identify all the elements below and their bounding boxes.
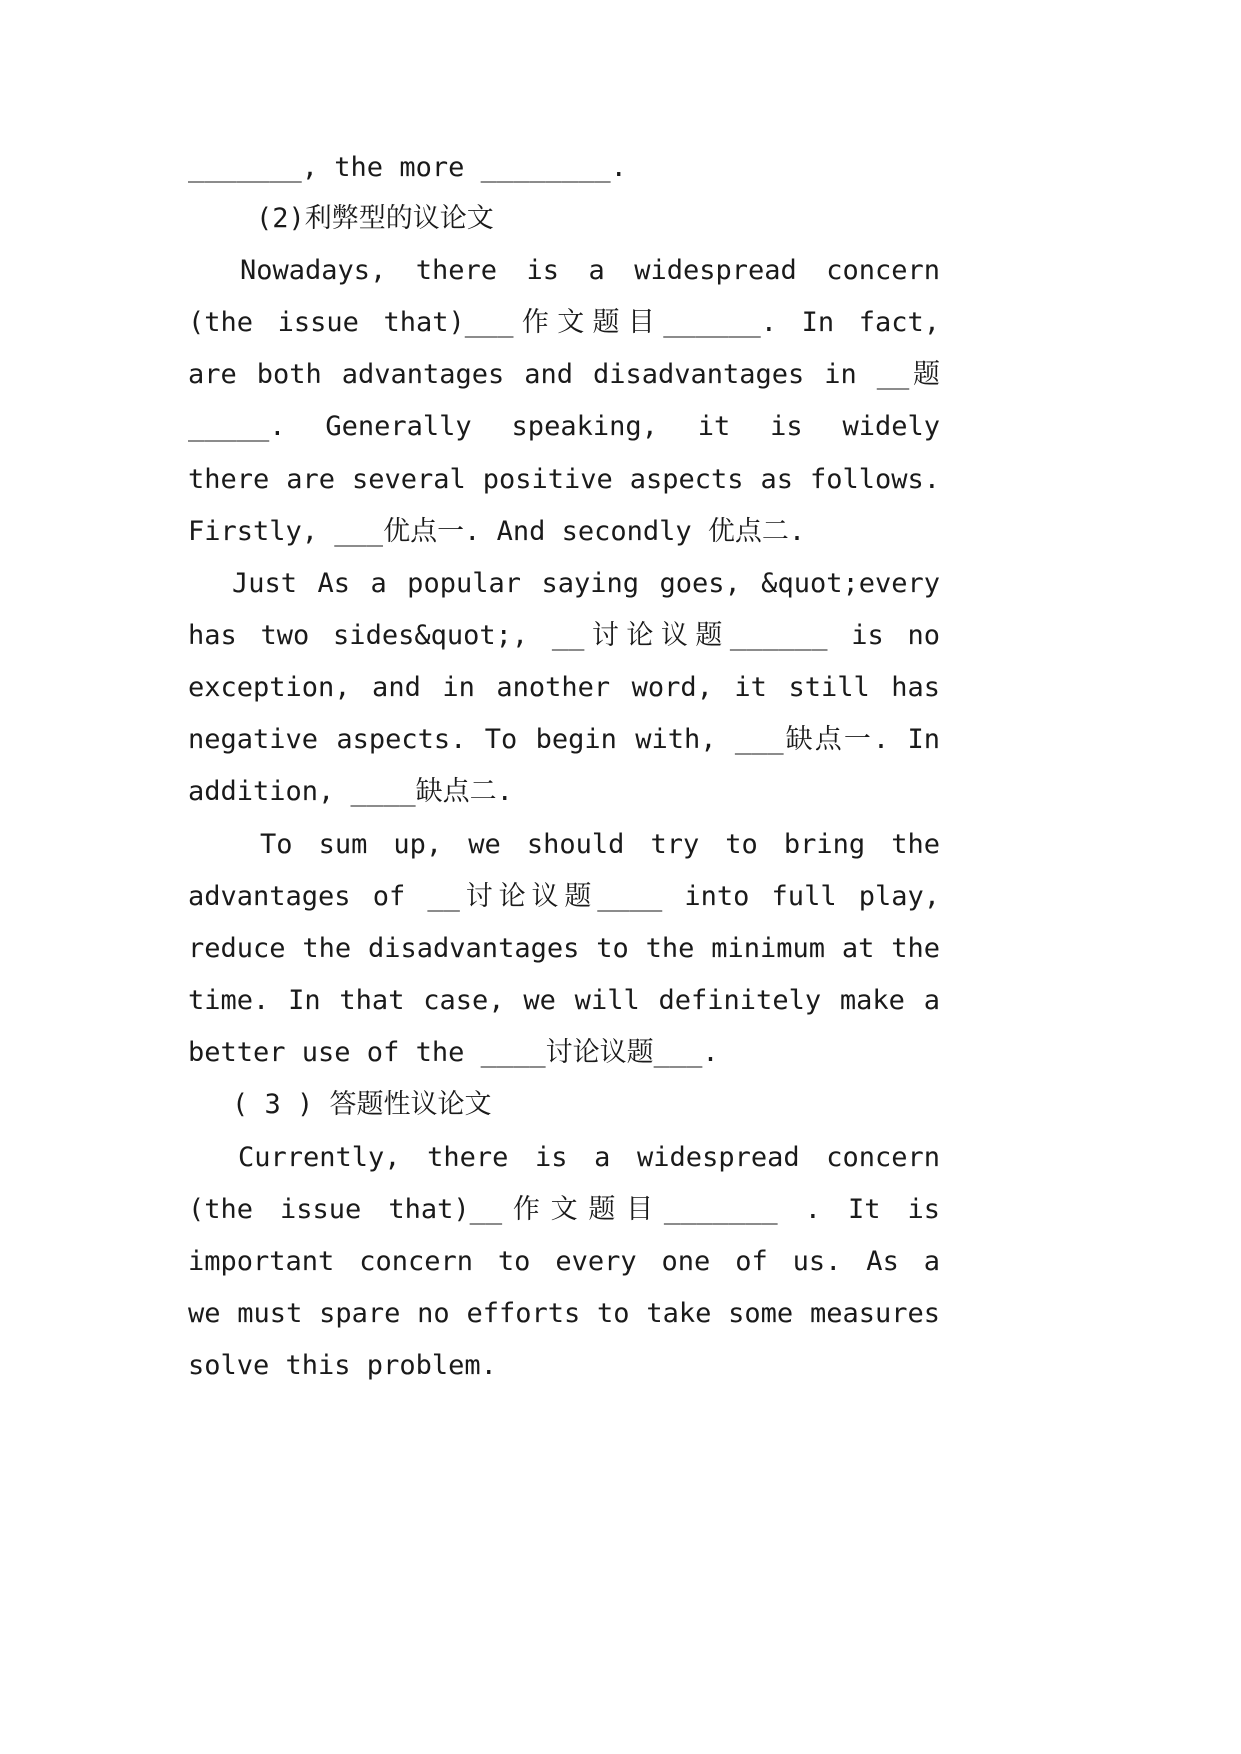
paragraph-line: advantages of __讨论议题____ into full play, xyxy=(188,881,940,912)
section-heading-answer: ( 3 ) 答题性议论文 xyxy=(232,1089,492,1120)
paragraph-line: time. In that case, we will definitely make a xyxy=(188,985,940,1016)
paragraph-line: addition, ____缺点二. xyxy=(188,776,513,807)
text-line: _______, the more ________. xyxy=(188,152,627,183)
paragraph-line: Just As a popular saying goes, &quot;every xyxy=(232,568,940,599)
paragraph-line: important concern to every one of us. As a xyxy=(188,1246,940,1277)
paragraph-line: (the issue that)__作文题目_______ . It is xyxy=(188,1194,940,1225)
paragraph-line: exception, and in another word, it still has xyxy=(188,672,940,703)
paragraph-line: To sum up, we should try to bring the xyxy=(260,829,940,860)
section-heading-pros-cons: (2)利弊型的议论文 xyxy=(256,203,494,234)
paragraph-line: (the issue that)___作文题目______. In fact, xyxy=(188,307,940,338)
paragraph-line: solve this problem. xyxy=(188,1350,497,1381)
paragraph-line: _____. Generally speaking, it is widely xyxy=(188,411,940,442)
paragraph-line: are both advantages and disadvantages in __题 xyxy=(188,359,940,390)
paragraph-line: there are several positive aspects as follows. xyxy=(188,464,940,495)
paragraph-line: better use of the ____讨论议题___. xyxy=(188,1037,719,1068)
paragraph-line: Firstly, ___优点一. And secondly 优点二. xyxy=(188,516,806,547)
paragraph-line: Currently, there is a widespread concern xyxy=(238,1142,940,1173)
paragraph-line: has two sides&quot;, __讨论议题______ is no xyxy=(188,620,940,651)
paragraph-line: Nowadays, there is a widespread concern xyxy=(240,255,940,286)
paragraph-line: we must spare no efforts to take some measures xyxy=(188,1298,940,1329)
paragraph-line: reduce the disadvantages to the minimum at the xyxy=(188,933,940,964)
paragraph-line: negative aspects. To begin with, ___缺点一. In xyxy=(188,724,940,755)
